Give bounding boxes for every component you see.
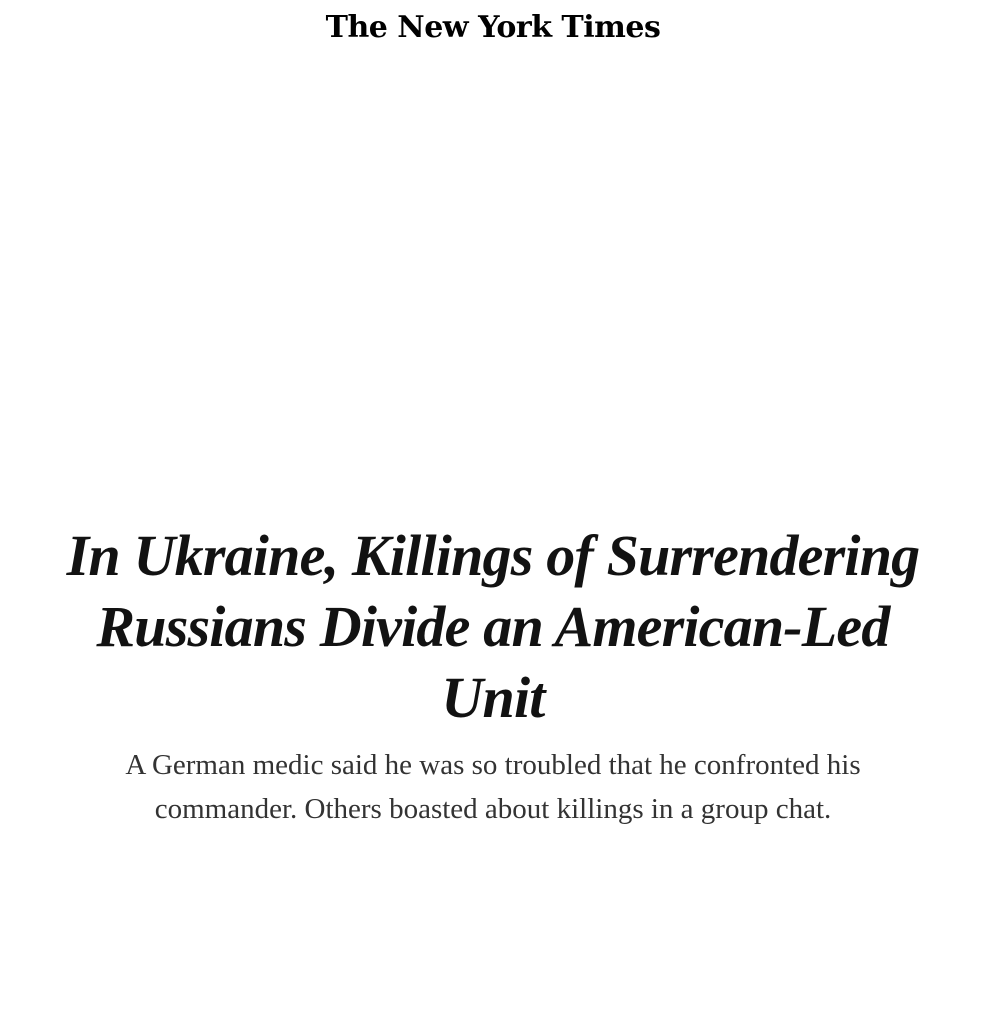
article-headline: In Ukraine, Killings of Surrendering Russians Divide an American-Led Unit xyxy=(66,523,920,730)
article-header xyxy=(0,520,986,831)
masthead xyxy=(0,6,986,50)
nyt-logo[interactable]: The New York Times xyxy=(325,10,661,45)
article-summary: A German medic said he was so troubled that he confronted his commander. Others boasted about killings in a group chat. xyxy=(125,749,861,825)
